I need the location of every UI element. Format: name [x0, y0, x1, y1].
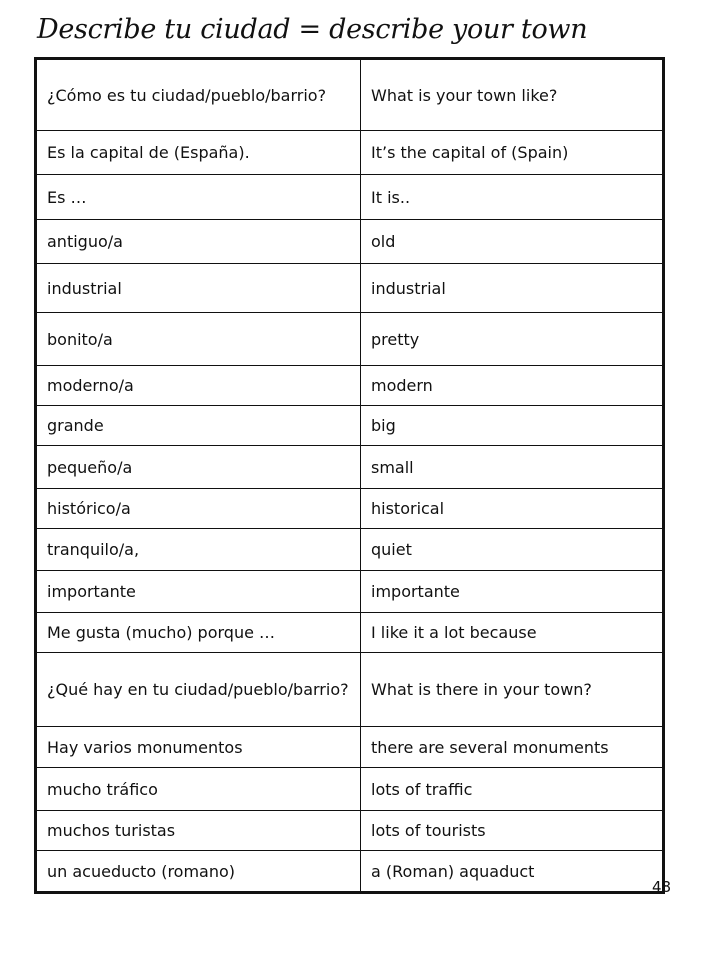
vocabulary-table [34, 57, 665, 894]
english-cell: I like it a lot because [361, 613, 664, 653]
spanish-cell: histórico/a [36, 489, 361, 529]
table-row [36, 59, 664, 131]
spanish-cell: pequeño/a [36, 446, 361, 489]
english-cell: modern [361, 366, 664, 406]
table-row [36, 768, 664, 811]
spanish-cell: ¿Qué hay en tu ciudad/pueblo/barrio? [36, 653, 361, 727]
table-row [36, 489, 664, 529]
table-row [36, 366, 664, 406]
table-row [36, 175, 664, 220]
english-cell: a (Roman) aquaduct [361, 851, 664, 893]
english-cell: old [361, 220, 664, 264]
spanish-cell: tranquilo/a, [36, 529, 361, 571]
table-row [36, 727, 664, 768]
table-row [36, 851, 664, 893]
english-cell: quiet [361, 529, 664, 571]
table-row [36, 131, 664, 175]
spanish-cell: grande [36, 406, 361, 446]
spanish-cell: industrial [36, 264, 361, 313]
english-cell: lots of traffic [361, 768, 664, 811]
table-row [36, 313, 664, 366]
spanish-cell: un acueducto (romano) [36, 851, 361, 893]
table-row [36, 811, 664, 851]
spanish-cell: antiguo/a [36, 220, 361, 264]
english-cell: lots of tourists [361, 811, 664, 851]
english-cell: pretty [361, 313, 664, 366]
english-cell: small [361, 446, 664, 489]
spanish-cell: Es la capital de (España). [36, 131, 361, 175]
english-cell: industrial [361, 264, 664, 313]
english-cell: importante [361, 571, 664, 613]
english-cell: It’s the capital of (Spain) [361, 131, 664, 175]
table-row [36, 220, 664, 264]
english-cell: big [361, 406, 664, 446]
english-cell: historical [361, 489, 664, 529]
english-cell: What is there in your town? [361, 653, 664, 727]
table-row [36, 653, 664, 727]
spanish-cell: moderno/a [36, 366, 361, 406]
table-row [36, 264, 664, 313]
spanish-cell: Es … [36, 175, 361, 220]
english-cell: What is your town like? [361, 59, 664, 131]
table-row [36, 613, 664, 653]
page-number: 48 [652, 878, 672, 896]
spanish-cell: importante [36, 571, 361, 613]
table-row [36, 446, 664, 489]
table-row [36, 529, 664, 571]
spanish-cell: Me gusta (mucho) porque … [36, 613, 361, 653]
page-title: Describe tu ciudad = describe your town [37, 14, 588, 45]
spanish-cell: Hay varios monumentos [36, 727, 361, 768]
english-cell: there are several monuments [361, 727, 664, 768]
spanish-cell: mucho tráfico [36, 768, 361, 811]
spanish-cell: ¿Cómo es tu ciudad/pueblo/barrio? [36, 59, 361, 131]
table-row [36, 406, 664, 446]
spanish-cell: bonito/a [36, 313, 361, 366]
spanish-cell: muchos turistas [36, 811, 361, 851]
english-cell: It is.. [361, 175, 664, 220]
table-row [36, 571, 664, 613]
